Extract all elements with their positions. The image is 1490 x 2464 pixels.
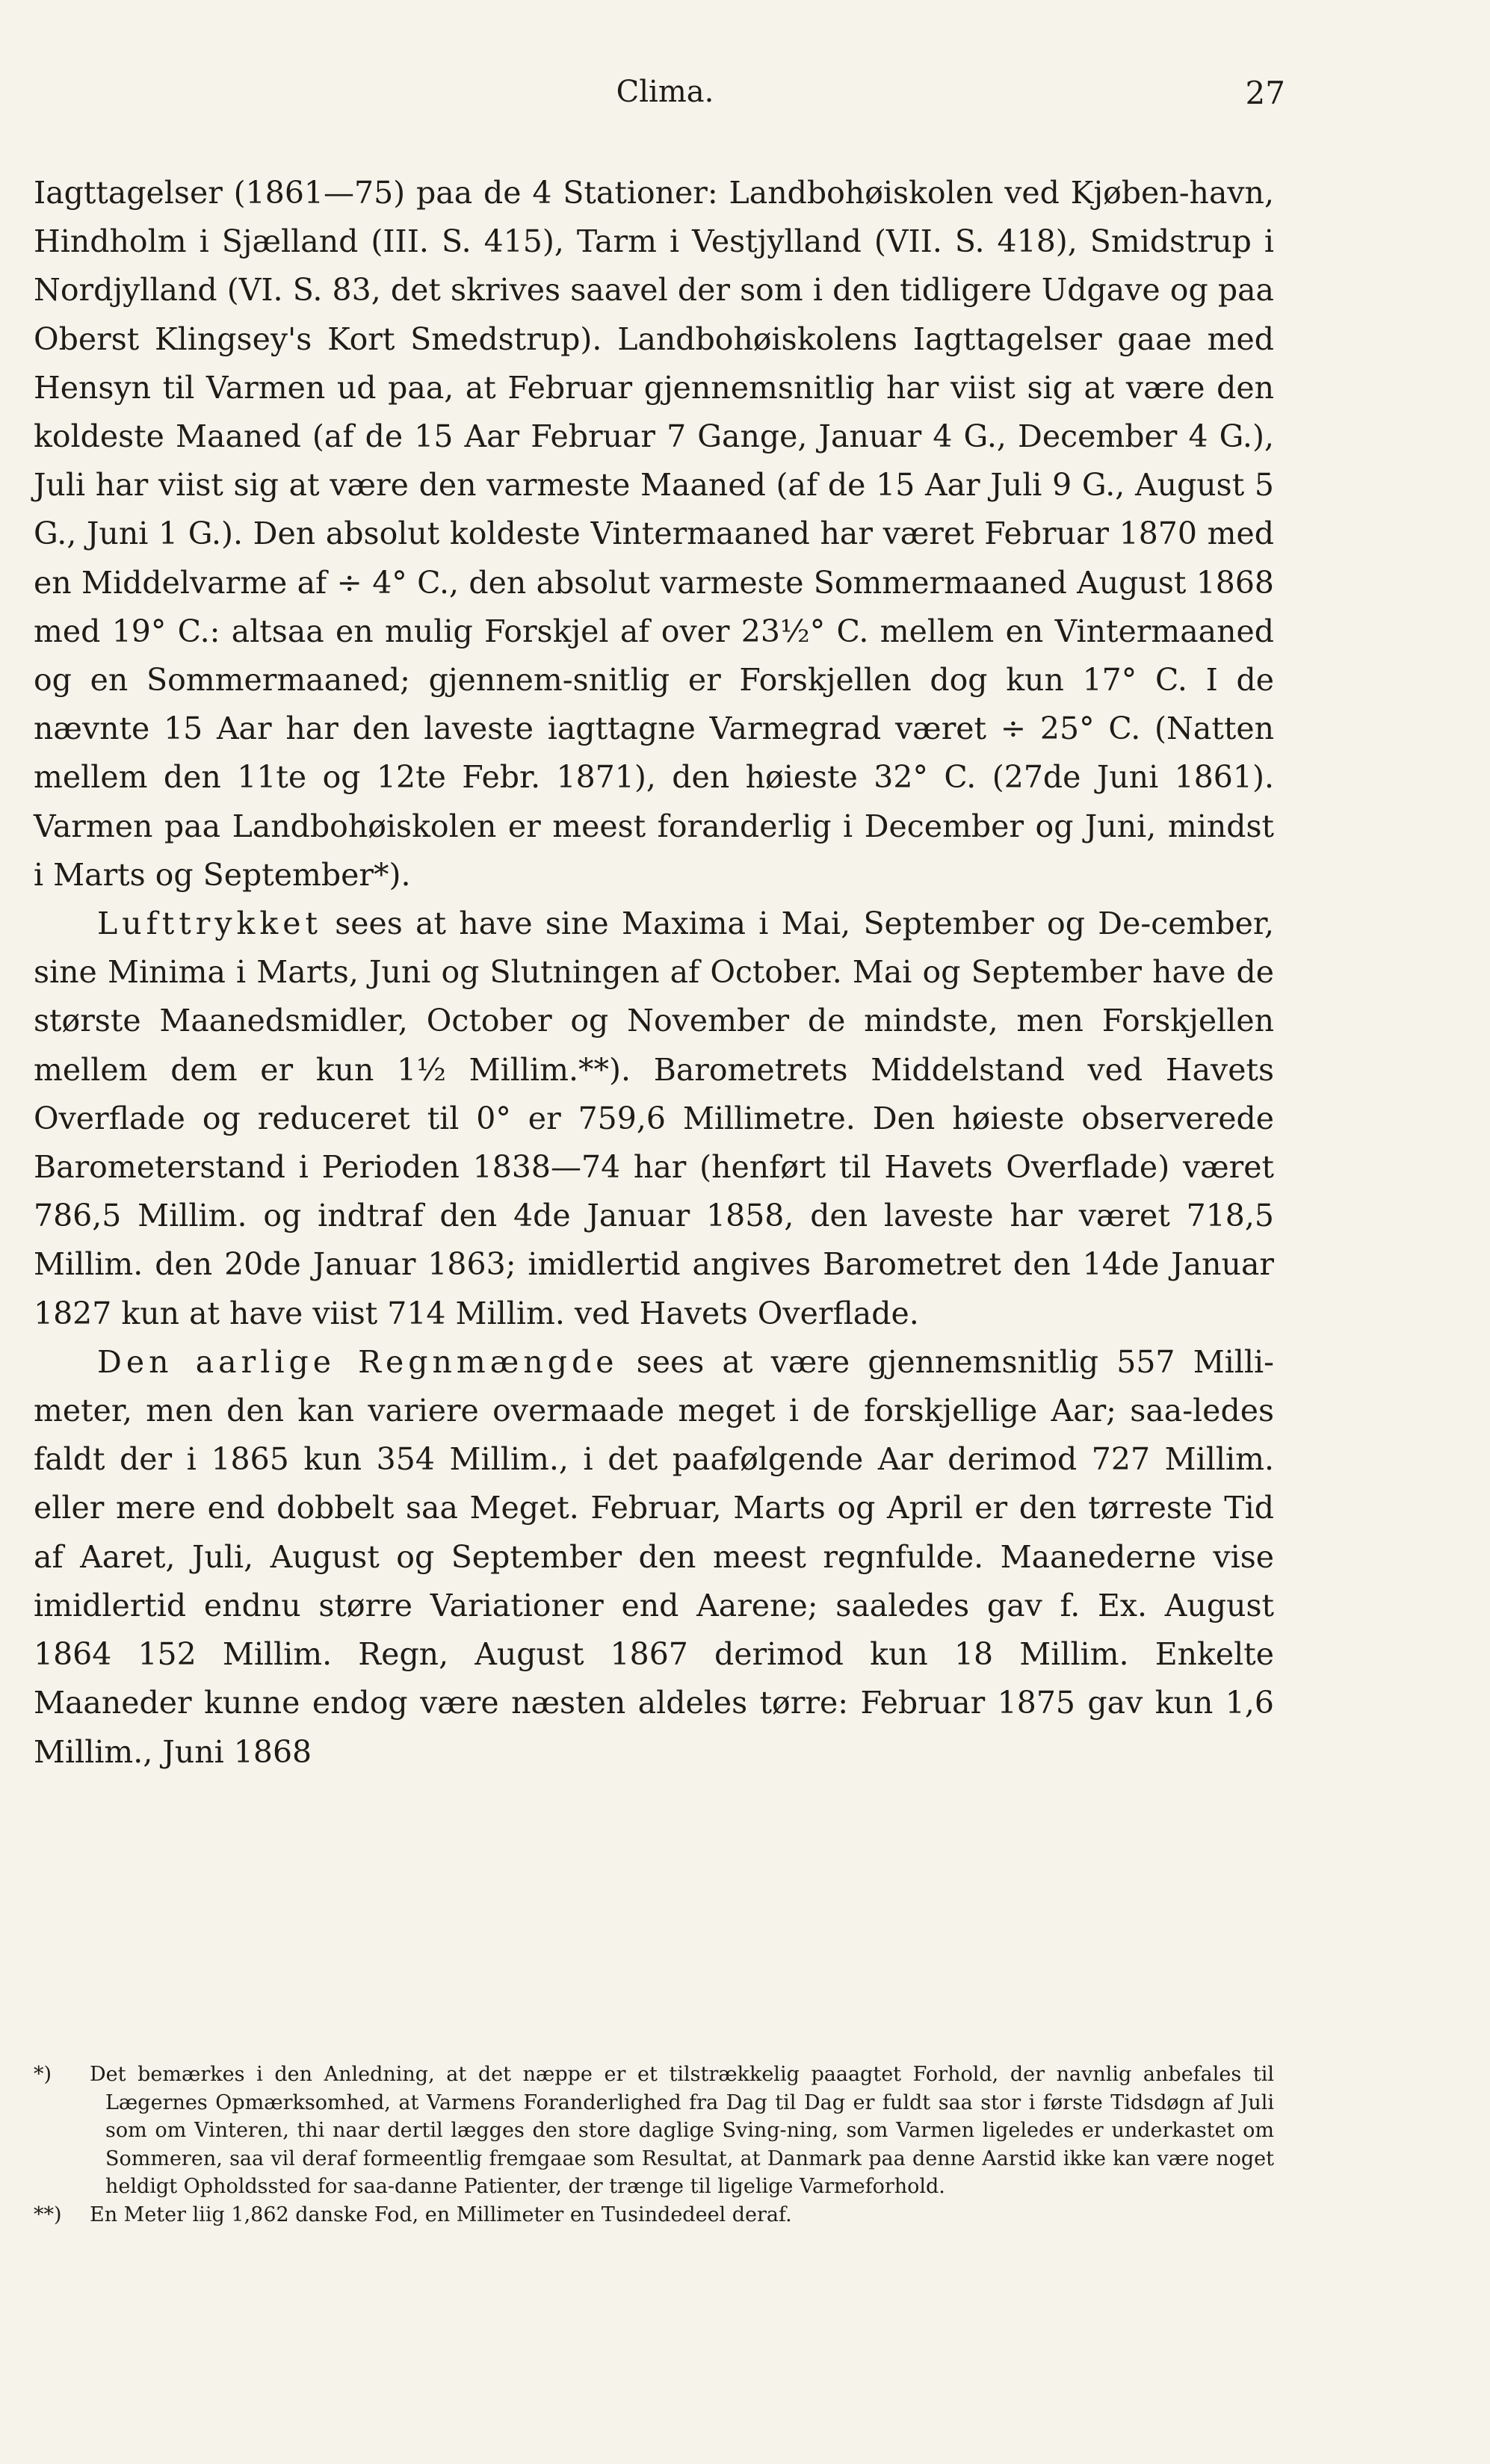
paragraph-rainfall xyxy=(34,1338,1274,1777)
paragraph-rainfall-text: sees at være gjennemsnitlig 557 Milli-meter, men den kan variere overmaade meget i de forskjellige Aar; saa-ledes faldt der i 1865 kun 354 Millim., i det paafølgende Aar derimod 727 Millim. eller mere end dobbelt saa Meget. Februar, Marts og April er den tørreste Tid af Aaret, Juli, August og September den meest regnfulde. Maanederne vise imidlertid endnu større Variationer end Aarene; saaledes gav f. Ex. August 1864 152 Millim. Regn, August 1867 derimod kun 18 Millim. Enkelte Maaneder kunne endog være næsten aldeles tørre: Februar 1875 gav kun 1,6 Millim., Juni 1868 xyxy=(34,1343,1274,1770)
running-title: Clima. xyxy=(616,75,714,109)
footnote-2-mark: **) xyxy=(34,2203,62,2226)
page-header xyxy=(45,75,1285,120)
footnote-1-text: Det bemærkes i den Anledning, at det næppe er et tilstrækkelig paaagtet Forhold, der navnlig anbefales til Lægernes Opmærksomhed, at Varmens Foranderlighed fra Dag til Dag er fuldt saa stor i første Tidsdøgn af Juli som om Vinteren, thi naar dertil lægges den store daglige Sving-ning, som Varmen ligeledes er underkastet om Sommeren, saa vil deraf formeentlig fremgaae som Resultat, at Danmark paa denne Aarstid ikke kan være noget heldigt Opholdssted for saa-danne Patienter, der trænge til ligelige Varmeforhold. xyxy=(90,2063,1274,2198)
paragraph-air-pressure-text: sees at have sine Maxima i Mai, September og De-cember, sine Minima i Marts, Juni og Slutningen af October. Mai og September have de største Maanedsmidler, October og November de mindste, men Forskjellen mellem dem er kun 1½ Millim.**). Barometrets Middelstand ved Havets Overflade og reduceret til 0° er 759,6 Millimetre. Den høieste observerede Barometerstand i Perioden 1838—74 har (henført til Havets Overflade) været 786,5 Millim. og indtraf den 4de Januar 1858, den laveste har været 718,5 Millim. den 20de Januar 1863; imidlertid angives Barometret den 14de Januar 1827 kun at have viist 714 Millim. ved Havets Overflade. xyxy=(34,906,1274,1331)
footnotes xyxy=(34,2061,1274,2229)
section-lead-rainfall: Den aarlige Regnmængde xyxy=(97,1343,619,1380)
footnote-2 xyxy=(34,2201,1274,2229)
page-number: 27 xyxy=(1245,75,1285,111)
footnote-1-mark: *) xyxy=(34,2063,52,2086)
footnote-2-text: En Meter liig 1,862 danske Fod, en Millimeter en Tusindedeel deraf. xyxy=(90,2203,792,2226)
footnote-1 xyxy=(34,2061,1274,2201)
paragraph-climate-observations: Iagttagelser (1861—75) paa de 4 Stationer: Landbohøiskolen ved Kjøben-havn, Hindholm i Sjælland (III. S. 415), Tarm i Vestjylland (VII. S. 418), Smidstrup i Nordjylland (VI. S. 83, det skrives saavel der som i den tidligere Udgave og paa Oberst Klingsey's Kort Smedstrup). Landbohøiskolens Iagttagelser gaae med Hensyn til Varmen ud paa, at Februar gjennemsnitlig har viist sig at være den koldeste Maaned (af de 15 Aar Februar 7 Gange, Januar 4 G., December 4 G.), Juli har viist sig at være den varmeste Maaned (af de 15 Aar Juli 9 G., August 5 G., Juni 1 G.). Den absolut koldeste Vintermaaned har været Februar 1870 med en Middelvarme af ÷ 4° C., den absolut varmeste Sommermaaned August 1868 med 19° C.: altsaa en mulig Forskjel af over 23½° C. mellem en Vintermaaned og en Sommermaaned; gjennem-snitlig er Forskjellen dog kun 17° C. I de nævnte 15 Aar har den laveste iagttagne Varmegrad været ÷ 25° C. (Natten mellem den 11te og 12te Febr. 1871), den høieste 32° C. (27de Juni 1861). Varmen paa Landbohøiskolen er meest foranderlig i December og Juni, mindst i Marts og September*). xyxy=(34,175,1274,893)
paragraph-air-pressure xyxy=(34,900,1274,1338)
body-text xyxy=(34,169,1274,1777)
section-lead-air-pressure: Lufttrykket xyxy=(97,906,322,942)
